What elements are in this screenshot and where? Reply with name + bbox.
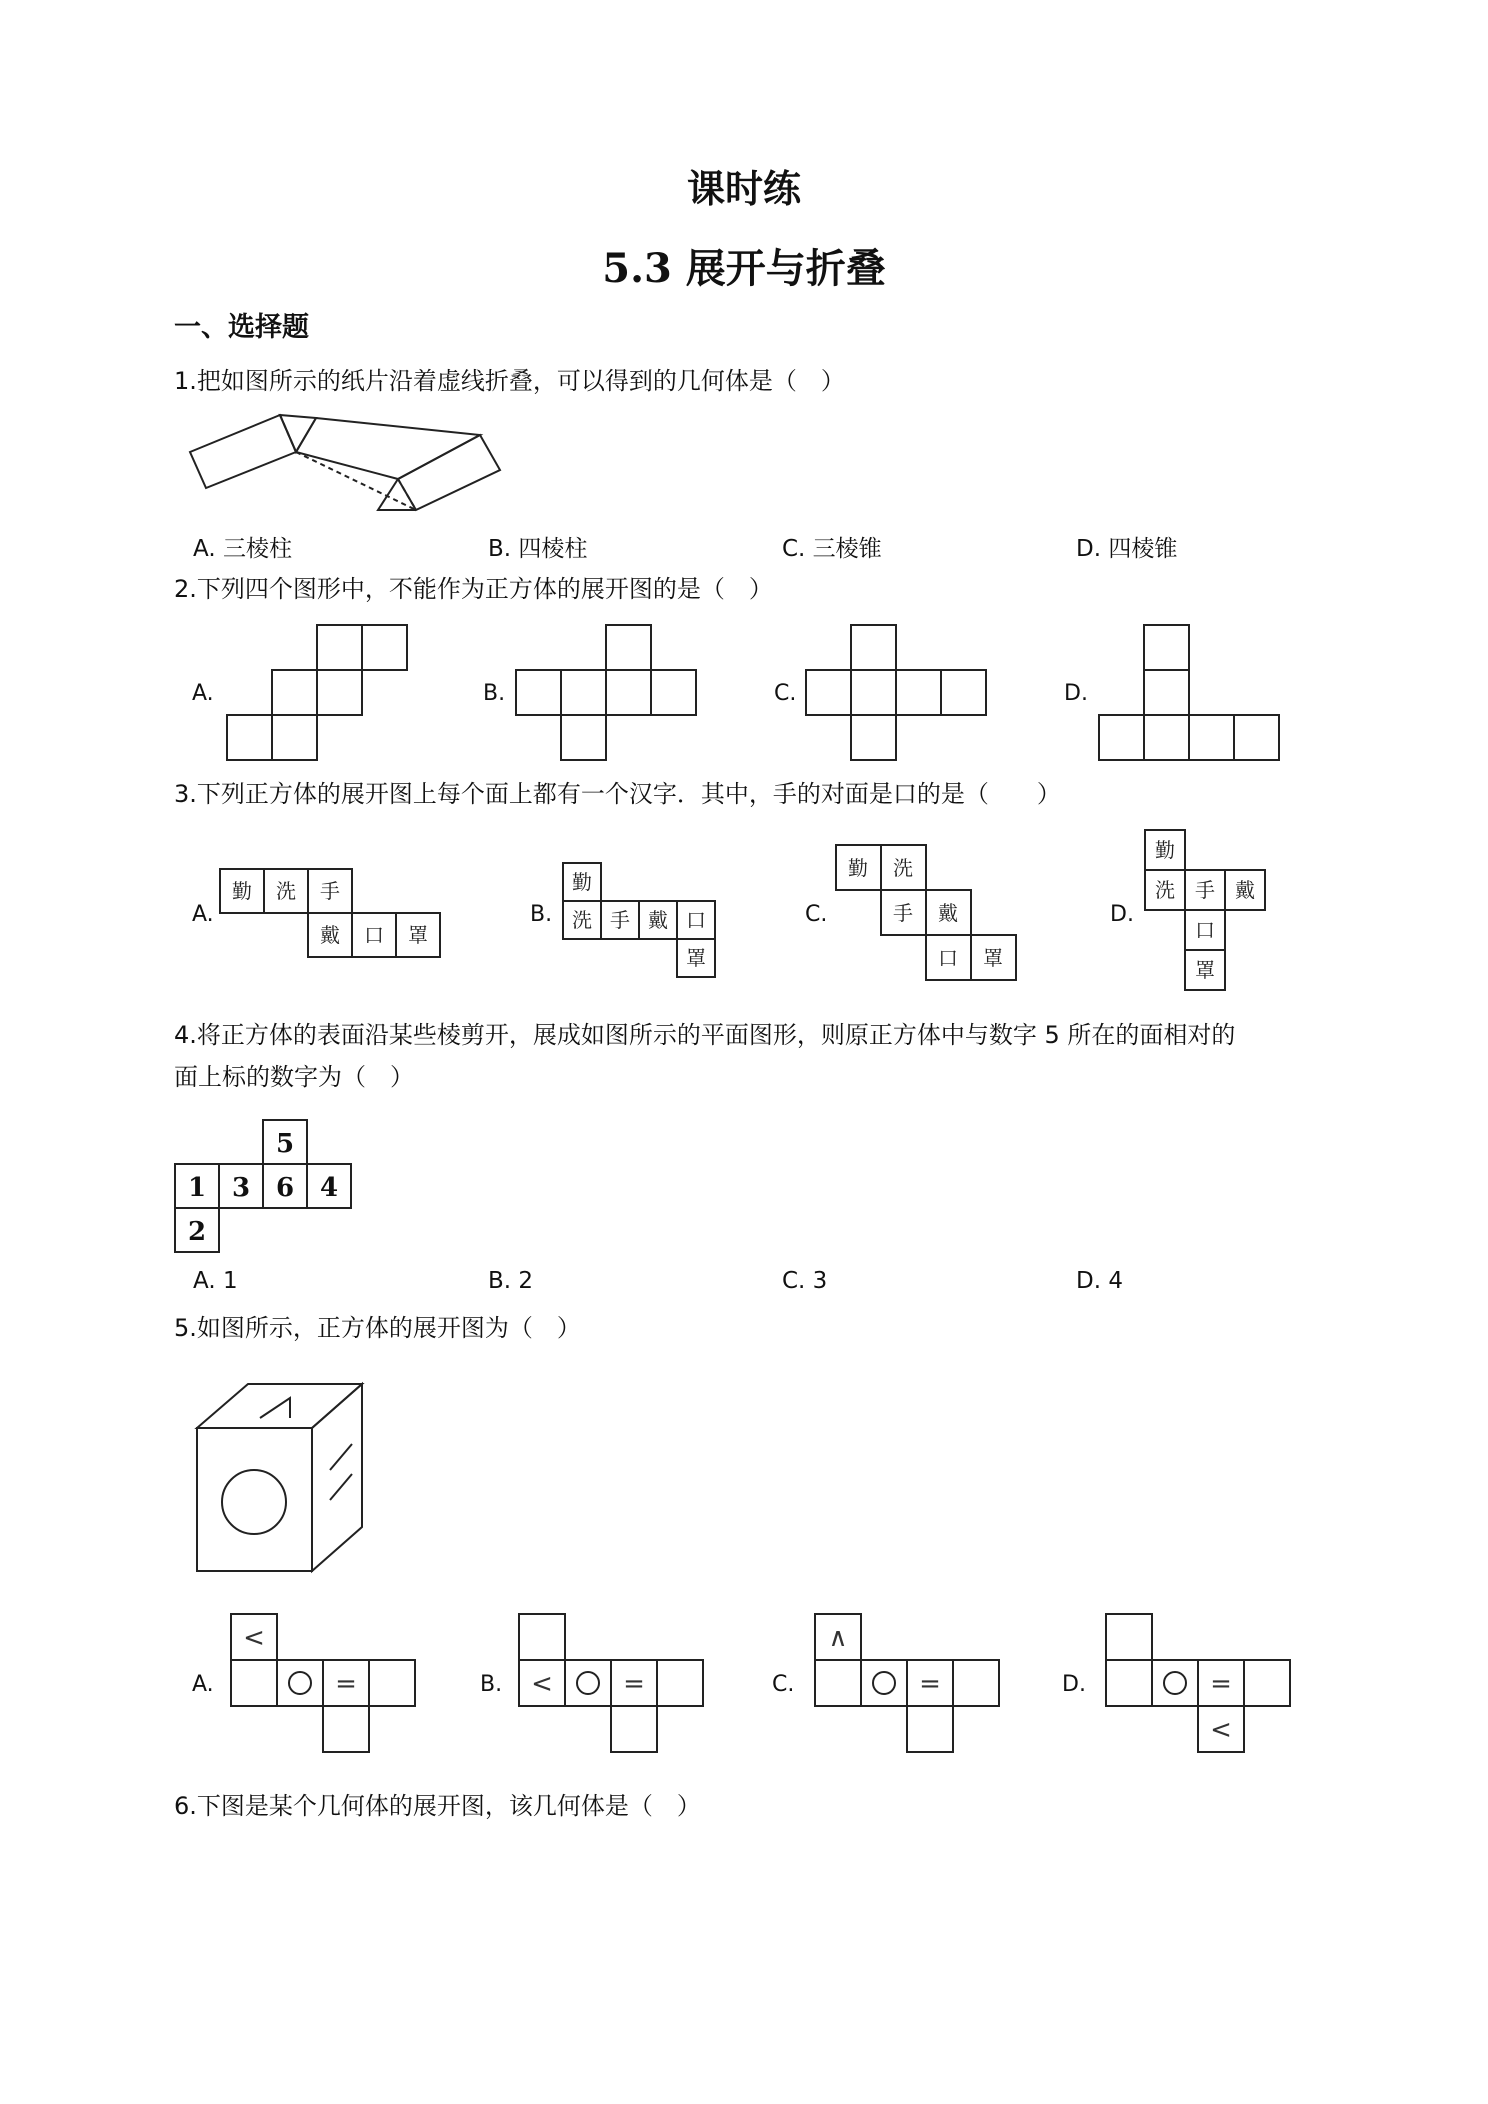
q3a-char-qin: 勤: [232, 879, 252, 903]
q2-net-c[interactable]: [806, 625, 986, 761]
q3d-char-zhao: 罩: [1195, 958, 1215, 982]
q5d-lt-symbol: <: [1210, 1715, 1232, 1745]
q3b-char-qin: 勤: [572, 870, 592, 894]
q2-net-b[interactable]: [516, 625, 696, 761]
q3a-char-xi: 洗: [276, 879, 296, 903]
question-6-text: 6.下图是某个几何体的展开图，该几何体是（ ）: [174, 1792, 701, 1820]
q3d-char-qin: 勤: [1155, 838, 1175, 862]
q1-option-d[interactable]: D. 四棱锥: [1076, 536, 1178, 562]
q2-net-d[interactable]: [1099, 625, 1279, 761]
q5-label-a[interactable]: A.: [192, 1672, 214, 1697]
q3a-char-zhao: 罩: [408, 923, 428, 947]
q3a-char-shou: 手: [320, 879, 340, 903]
q3-label-b[interactable]: B.: [530, 902, 553, 927]
q2-net-a[interactable]: [227, 625, 407, 761]
q5b-lt-symbol: <: [531, 1669, 553, 1699]
q4-number-6: 6: [275, 1173, 295, 1203]
q5c-eq-symbol: =: [919, 1669, 941, 1699]
q3-net-c[interactable]: [836, 845, 1016, 980]
q4-number-2: 2: [187, 1217, 207, 1247]
q3d-char-shou: 手: [1195, 878, 1215, 902]
question-1-text: 1.把如图所示的纸片沿着虚线折叠，可以得到的几何体是（ ）: [174, 367, 845, 395]
q3a-char-kou: 口: [364, 923, 384, 947]
q3b-char-kou: 口: [686, 908, 706, 932]
q5d-eq-symbol: =: [1210, 1669, 1232, 1699]
q5-label-b[interactable]: B.: [480, 1672, 503, 1697]
section-heading: 一、选择题: [174, 312, 309, 343]
page-title: 课时练: [686, 166, 801, 211]
q4-option-c[interactable]: C. 3: [782, 1268, 828, 1294]
q3-net-b[interactable]: [563, 863, 715, 977]
q4-option-a[interactable]: A. 1: [193, 1268, 238, 1294]
q5-label-d[interactable]: D.: [1062, 1672, 1086, 1697]
q3d-char-kou: 口: [1195, 918, 1215, 942]
question-2-text: 2.下列四个图形中，不能作为正方体的展开图的是（ ）: [174, 575, 773, 603]
q5-label-c[interactable]: C.: [772, 1672, 795, 1697]
q5-net-d[interactable]: [1106, 1614, 1289, 1752]
q3-label-a[interactable]: A.: [192, 902, 214, 927]
q3b-char-dai: 戴: [648, 908, 668, 932]
q5a-lt-symbol: <: [243, 1623, 265, 1653]
q3c-char-shou: 手: [893, 901, 913, 925]
q3d-char-xi: 洗: [1155, 878, 1175, 902]
q5b-eq-symbol: =: [623, 1669, 645, 1699]
q4-option-d[interactable]: D. 4: [1076, 1268, 1123, 1294]
q3a-char-dai: 戴: [320, 923, 340, 947]
question-4-text-line1: 4.将正方体的表面沿某些棱剪开，展成如图所示的平面图形，则原正方体中与数字 5 所在的面相对的: [174, 1021, 1236, 1049]
q5-net-a[interactable]: [231, 1614, 414, 1752]
q2-label-b[interactable]: B.: [483, 681, 506, 706]
question-5-text: 5.如图所示，正方体的展开图为（ ）: [174, 1314, 581, 1342]
q3b-char-zhao: 罩: [686, 946, 706, 970]
q3c-char-xi: 洗: [893, 856, 913, 880]
q4-number-3: 3: [231, 1173, 251, 1203]
q2-label-c[interactable]: C.: [774, 681, 797, 706]
q5c-up-symbol: ∧: [828, 1623, 848, 1653]
q5-net-b[interactable]: [519, 1614, 702, 1752]
q3-net-a[interactable]: [220, 869, 440, 959]
question-4-text-line2: 面上标的数字为（ ）: [174, 1063, 414, 1091]
q2-label-d[interactable]: D.: [1064, 681, 1088, 706]
q5a-eq-symbol: =: [335, 1669, 357, 1699]
q3-net-d[interactable]: [1145, 830, 1265, 990]
q3b-char-xi: 洗: [572, 908, 592, 932]
q3-label-d[interactable]: D.: [1110, 902, 1134, 927]
q3c-char-dai: 戴: [938, 901, 958, 925]
question-3-text: 3.下列正方体的展开图上每个面上都有一个汉字．其中，手的对面是口的是（ ）: [174, 780, 1061, 808]
q2-label-a[interactable]: A.: [192, 681, 214, 706]
q4-number-1: 1: [187, 1173, 207, 1203]
q1-option-c[interactable]: C. 三棱锥: [782, 536, 882, 562]
q1-option-b[interactable]: B. 四棱柱: [488, 536, 588, 562]
q4-number-4: 4: [319, 1173, 339, 1203]
q3c-char-kou: 口: [938, 946, 958, 970]
q5-net-c[interactable]: [815, 1614, 998, 1752]
q4-option-b[interactable]: B. 2: [488, 1268, 534, 1294]
q4-number-5: 5: [275, 1129, 295, 1159]
q3b-char-shou: 手: [610, 908, 630, 932]
q1-option-a[interactable]: A. 三棱柱: [193, 536, 292, 562]
q4-numbered-net: [175, 1120, 351, 1252]
q3d-char-dai: 戴: [1235, 878, 1255, 902]
q3-label-c[interactable]: C.: [805, 902, 828, 927]
q3c-char-qin: 勤: [848, 856, 868, 880]
lesson-subtitle: 5.3 展开与折叠: [602, 245, 886, 292]
q5-cube-figure: [0, 0, 1, 1]
q3c-char-zhao: 罩: [983, 946, 1003, 970]
